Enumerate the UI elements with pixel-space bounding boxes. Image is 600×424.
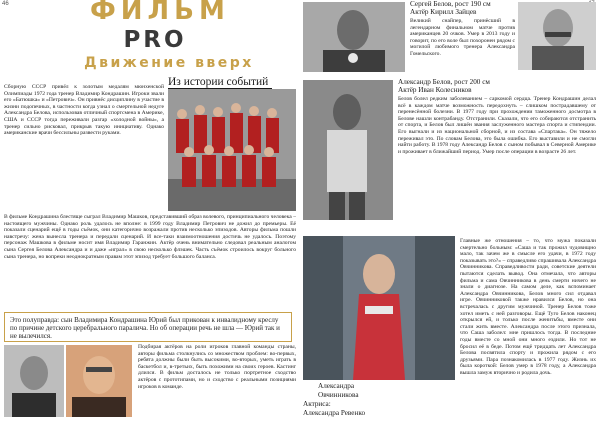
- page-number-left: 46: [2, 1, 9, 7]
- caption-ovchinnikova-line3: Актриса:: [303, 400, 331, 408]
- caption-sergey-belov-line1: Сергей Белов, рост 190 см: [410, 0, 491, 8]
- section-heading: Из истории событий: [168, 76, 272, 89]
- article-ovchinnikova-text: Главные же отношения – то, что мужа показали смертельно больным: «Саша и так прожил чудовищно мало, так зачем же в смысле его удачи, в 1972 году показывать это?» – справедливо спрашивала Александра Овчинникова. Справедливости ради, советские деятели пытаются сделать вывод. Она отмечала, что авторы фильма и сама Овчинникова в день смерти ничего не знали о диагнозе. На самом деле, как вспоминает Александра Овчинникова, Белов много сил отдавал игре. Овчинниковой также нравился Белов, но она встречалась с другим мужчиной. Тренер Белов тоже хотел иметь с ней разговоры. Ещё Туго Белов наконец открылся ей, и только после женитьбы, вместе они стали жить вместе. Александра после этого признала, что Саша заболел: мне пришлось тогда. В последние годы вместе со мной они много ездили. Но тот не бросил её в беде. Потом ещё тридцать лет Александра Белова посвятила спорту и прожила рядом с его друзьями. Пара познакомилась в 1977 году. Жизнь их была короткой: Белов умер в 1978 году, а Александра вышла замуж вторично и родила дочь.: [460, 238, 596, 376]
- photo-alexander-belov: [303, 80, 393, 220]
- portrait-kirill-zaytsev: [518, 2, 596, 70]
- caption-ovchinnikova-line2: Овчинникова: [318, 391, 359, 399]
- photo-ovchinnikova: [303, 236, 455, 380]
- portrait-sergey-belov: [303, 2, 405, 72]
- quote-box: Это полуправда: сын Владимира Кондрашина Юрий был прикован к инвалидному креслу по причине детского церебрального паралича. Но об операции речь не шла — Юрий так и не вылечился.: [4, 312, 292, 342]
- photo-kondrashin: [4, 345, 64, 417]
- caption-ovchinnikova-line4: Александра Ревенко: [303, 409, 366, 417]
- caption-sergey-belov-line2: Актёр Кирилл Зайцев: [410, 8, 477, 16]
- caption-alexander-belov-line1: Александр Белов, рост 200 см: [398, 78, 490, 86]
- portrait-mashkov: [66, 345, 132, 417]
- article-casting-text: В фильме Кондрашина блестяще сыграл Владимир Машков, представивший образ волевого, принципиального человека – настоящего мужчины. Однако роль удалось не вполне: в 1999 году Владимир Петрович не дожил до премьеры. Её показали сценарий ещё в годы съёмок, они категорично возражали против несколько эпизодов. Авторы фильма пошли навстречу: жена вынесла тренера и передали сценарий. И все-таки взаимоотношения достичь не удалось. Поэтому персонаж Машкова в фильме носит имя Владимир Гаранжин. Актёр очень внимательно следовал реальным аналогом сына Сергея Белова Александра и и даже «играл» в свою несколько флэшек. Часть съёмок строилось вокруг больного сына тренера, но вопреки неоднократным правам этот эпизод требует большого баланса.: [4, 214, 296, 260]
- magazine-logo-film: ФИЛЬМ: [90, 0, 230, 26]
- photo-sergey-belov: [303, 2, 405, 72]
- caption-ovchinnikova-line1: Александра: [318, 382, 355, 390]
- article-sergey-belov-text: Великий снайпер, принёсший в легендарном финальном матче против американцев 20 очков. Умер в 2013 году и говорит, по его воле был похоронен рядом с могилой любимого тренера Александра Гомельского.: [410, 18, 515, 57]
- portrait-kondrashin: [4, 345, 64, 417]
- caption-alexander-belov-line2: Актёр Иван Колесников: [398, 86, 472, 94]
- portrait-alexander-belov: [303, 80, 393, 220]
- article-alexander-belov-text: Белов болел редким заболеванием – саркомой сердца. Тренер Кондрашин делал всё в каждом матче возможность передохнуть – слишком пострадавшему от перенесённой болезни. В 1977 году при прохождении таможенного досмотра в Белове нашли контрабанду. Отстранили. Сказали, что его собираются отстранить от спорта, и Белов был лишён звания заслуженного мастера спорта и стипендии. Его выгнали и из национальной сборной, и из состава «Спартака». Он тяжело переживал это. По словам Белова, это была ошибка. Его выставили и не смогли найти работу. В 1978 году Александр Белов с сыном побывал в Северной Америке и проживает в ближайший период. Умер после операции в возрасте 26 лет.: [398, 96, 596, 155]
- team-photo: [168, 89, 296, 211]
- photo-kirill-zaytsev: [518, 2, 596, 70]
- portrait-ovchinnikova: [303, 236, 455, 380]
- magazine-logo-pro: PRO: [123, 27, 187, 53]
- photo-mashkov: [66, 345, 132, 417]
- article-actors-text: Подбирая актёров на роли игроков главной команды страны, авторы фильма столкнулись со множеством проблем: во-первых, ребята должны были быть высокими, во-вторых, уметь играть в баскетбол и, в-третьих, быть похожими на своих героев. Кастинг длился. В фильм досталось не только портретное сходство актёров с прототипами, но и сходство с реальными позициями игроков в команде.: [138, 344, 296, 390]
- film-title: Движение вверх: [84, 55, 254, 71]
- team-photo-image: [168, 89, 296, 211]
- article-intro-text: Сборную СССР привёл к золотым медалям мюнхенской Олимпиады 1972 года тренер Владимир Кондрашин. Игроки звали его «Батюшка» и «Петрович». Он привнёс дисциплину в участие в жизни подопечных, в частности когда узнал о смертельной недуге Александра Белова, использовав отличный спортсмена в Америке, США и СССР тогда переживали разгар «холодной войны», а тренер сильно рисковал, прикрыв такую инициативу. Однако американские врачи бессильны развести руками.: [4, 84, 164, 137]
